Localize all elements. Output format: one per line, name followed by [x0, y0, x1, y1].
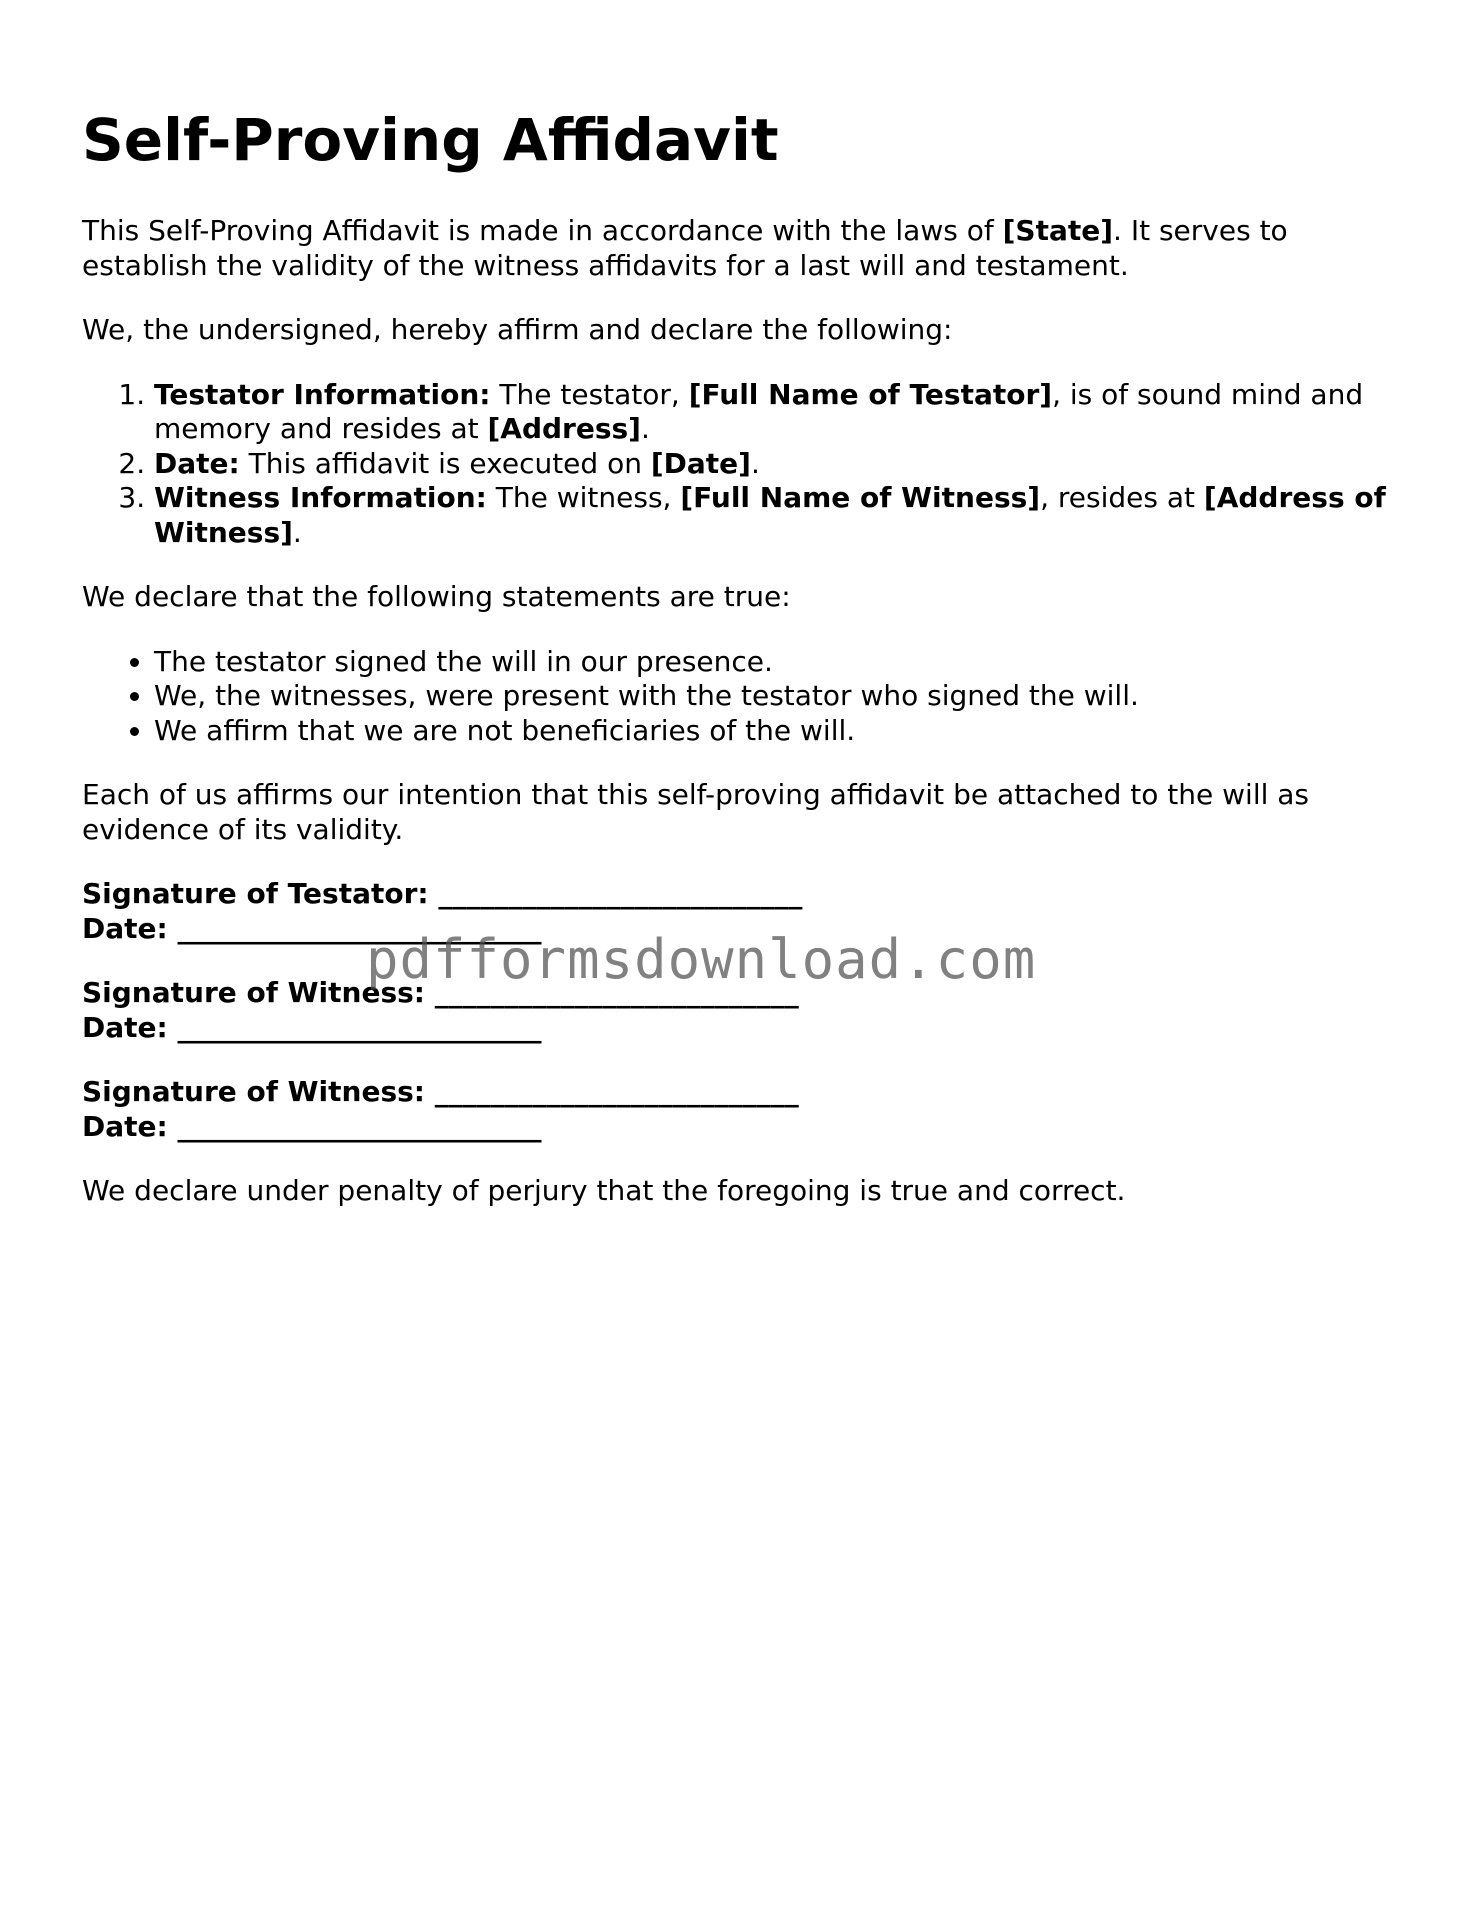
witness-1-signature-line: Signature of Witness: __________________________ [82, 976, 799, 1009]
witness-2-signature-block [82, 1075, 1402, 1144]
statements-list [82, 645, 1402, 749]
testator-signature-line: Signature of Testator: __________________________ [82, 877, 803, 910]
witness-2-date-line: Date: __________________________ [82, 1109, 542, 1143]
list-item-date [154, 447, 1402, 482]
witness-address-field: [Address of Witness] [154, 481, 1386, 549]
address-field: [Address] [487, 412, 641, 445]
list-item: • We affirm that we are not beneficiaries of the will. [154, 714, 1402, 749]
item-text: The witness, [486, 481, 681, 514]
state-field: [State] [1002, 214, 1114, 247]
list-item: • The testator signed the will in our presence. [154, 645, 1402, 680]
statements-intro: We declare that the following statements are true: [82, 580, 791, 613]
item-label: Witness Information: [154, 481, 487, 514]
item-text: . [750, 446, 760, 480]
intro-text-1: This Self-Proving Affidavit is made in accordance with the laws of [82, 214, 1003, 247]
page-title: Self-Proving Affidavit [82, 106, 779, 174]
declare-intro: We, the undersigned, hereby affirm and declare the following: [82, 313, 953, 346]
testator-date-line: Date: __________________________ [82, 911, 542, 945]
watermark: pdfformsdownload.com [366, 928, 1037, 991]
item-text: The testator, [490, 377, 689, 411]
date-field: [Date] [650, 446, 751, 480]
item-text: , is of sound mind and memory and resides at [154, 377, 1364, 445]
item-text: . [292, 515, 302, 549]
closing-statement: We declare under penalty of perjury that the foregoing is true and correct. [82, 1174, 1126, 1207]
item-text: . [640, 412, 650, 445]
item-label: Testator Information: [154, 377, 491, 411]
item-label: Date: [154, 446, 240, 480]
item-text: This affidavit is executed on [239, 446, 651, 480]
witness-name-field: [Full Name of Witness] [680, 481, 1041, 514]
list-item: • We, the witnesses, were present with the testator who signed the will. [154, 679, 1402, 714]
witness-2-signature-line: Signature of Witness: __________________________ [82, 1075, 799, 1108]
list-item-witness [154, 481, 1402, 550]
testator-name-field: [Full Name of Testator] [688, 377, 1053, 411]
intro-paragraph [82, 214, 1402, 283]
document-page [82, 0, 1402, 1209]
affirm-paragraph: Each of us affirms our intention that this self-proving affidavit be attached to the will as evidence of its validity. [82, 778, 1310, 846]
item-text: , resides at [1040, 481, 1204, 514]
list-item-testator [154, 378, 1402, 447]
witness-1-date-line: Date: __________________________ [82, 1010, 542, 1044]
intro-text-2: . It serves to establish the validity of the witness affidavits for a last will and testament. [82, 214, 1288, 282]
numbered-list [82, 378, 1402, 551]
